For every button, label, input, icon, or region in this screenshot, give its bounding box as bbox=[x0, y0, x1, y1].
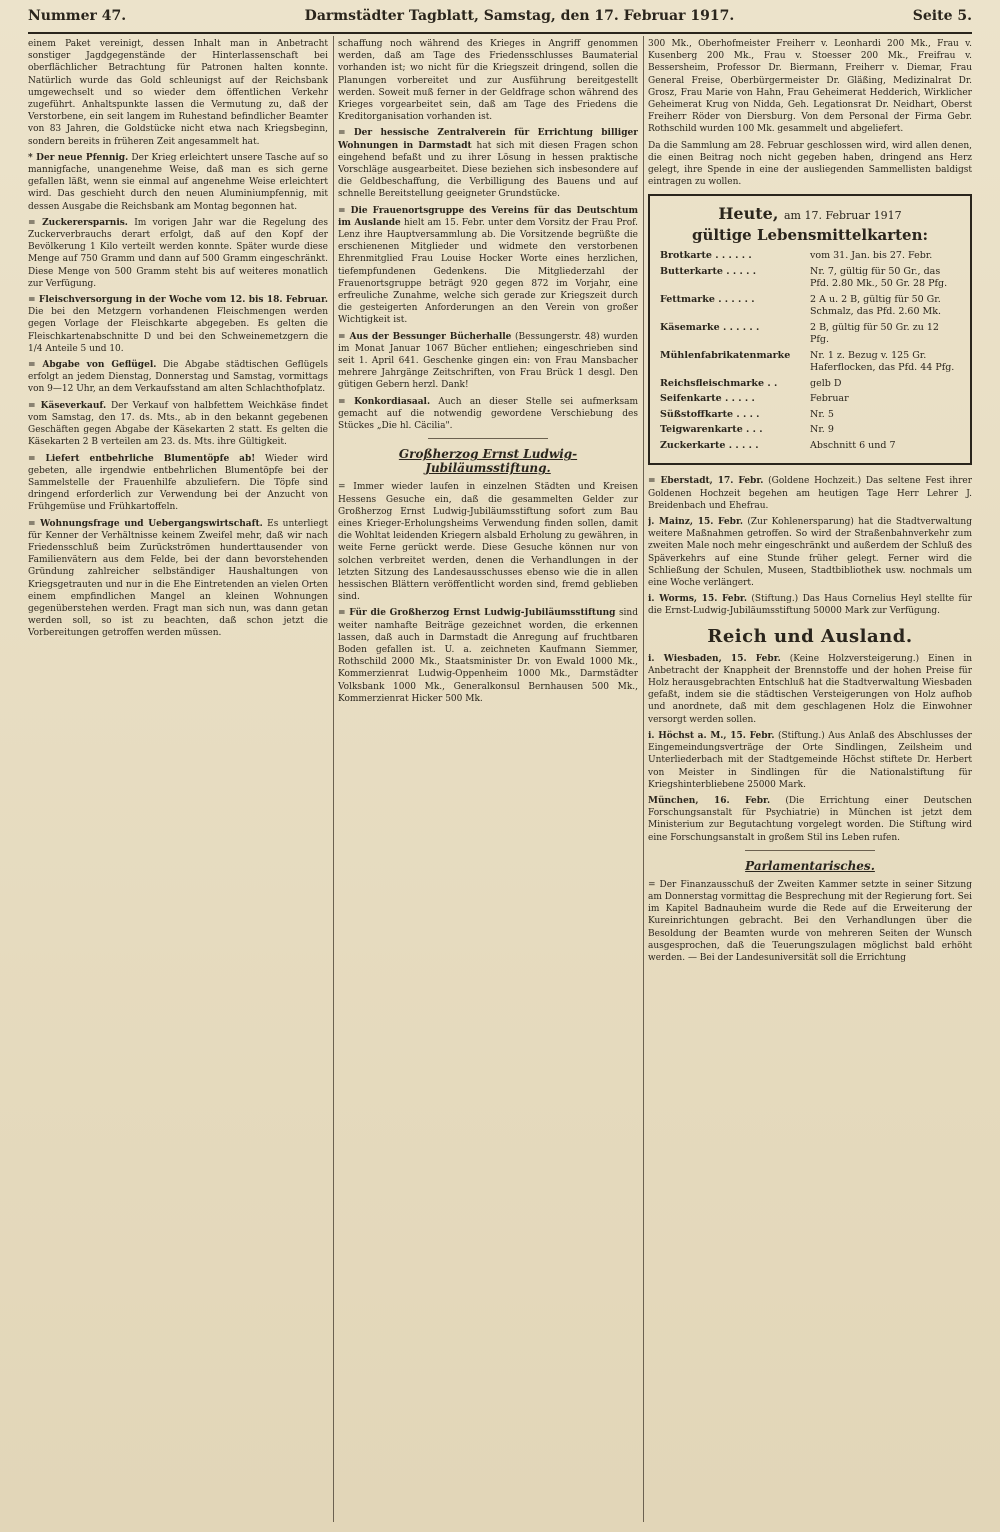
article-body: Im vorigen Jahr war die Regelung des Zuckerverbrauchs derart erfolgt, daß auf den Kopf der Bevölkerung 1 Kilo verteilt werden konnte. Später wurde diese Menge auf 750 Gramm und dann auf 500 Gramm eingeschränkt. Diese Menge von 500 Gramm steht bis auf weiteres monatlich zur Verfügung. bbox=[28, 217, 328, 289]
col1-articles bbox=[28, 38, 328, 640]
article-paragraph bbox=[648, 140, 972, 189]
ration-card-value: Nr. 5 bbox=[810, 408, 834, 420]
ration-box-date: am 17. Februar 1917 bbox=[783, 209, 902, 223]
article-body: Die Abgabe städtischen Geflügels erfolgt an jedem Dienstag, Donnerstag und Samstag, vormittags von 9—12 Uhr, an dem Verkaufsstand am alten Schlachthofplatz. bbox=[28, 360, 328, 395]
ration-card-name: Fettmarke . . . . . . bbox=[660, 293, 755, 305]
ration-card-value: Februar bbox=[810, 393, 849, 405]
ration-card-row bbox=[660, 393, 960, 406]
article-headline: = Eberstadt, 17. Febr. bbox=[648, 476, 764, 487]
section-title-parlamentarisches: Parlamentarisches. bbox=[745, 858, 875, 873]
article-body: = Immer wieder laufen in einzelnen Städten und Kreisen Hessens Gesuche ein, daß die gesammelten Gelder zur Großherzog Ernst Ludwig-Jubiläumsstiftung sofort zum Bau eines Krieger-Erholungsheims Verwendung finden sollen, damit die Wohltat leidenden Kriegern alsbald Erholung zu gewähren, in weite Ferne gerückt werde. Diese Gesuche können nur von solchen verbreitet werden, denen die Verhandlungen in der letzten Sitzung des Landesausschusses ebenso wie die in allen hessischen Blättern veröffentlicht worden sind, fremd geblieben sind. bbox=[338, 482, 638, 603]
article-paragraph bbox=[28, 152, 328, 213]
article-headline: * Der neue Pfennig. bbox=[28, 152, 129, 163]
section-title-reich-und-ausland: Reich und Ausland. bbox=[707, 625, 913, 647]
article-body: Die bei den Metzgern vorhandenen Fleischmengen werden gegen Vorlage der Fleischkarte abgegeben. Es gelten die Fleischkartenabschnitte D und bei den Schweinemetzgern die 1/4 Anteile 5 und 10. bbox=[28, 307, 328, 354]
article-body: (Stiftung.) Aus Anlaß des Abschlusses der Eingemeindungsverträge der Orte Sindlingen, Zeilsheim und Unterliederbach mit der Stadtgemeinde Höchst stiftete Dr. Herbert von Meister in Sindlingen für die Nationalstiftung für Kriegshinterbliebene 25000 Mark. bbox=[648, 730, 972, 790]
article-paragraph bbox=[338, 607, 638, 705]
ration-card-value: gelb D bbox=[810, 377, 842, 389]
article-body: = Der Finanzausschuß der Zweiten Kammer setzte in seiner Sitzung am Donnerstag vormittag die Besprechung mit der Regierung fort. Sei im Kapitel Badnauheim wurde die Rede auf die Erweiterung der Kureinrichtungen gebracht. Bei den Verhandlungen über die Besoldung der Beamten wurde von mehreren Seiten der Wunsch ausgesprochen, daß die Teuerungszulagen möglichst bald erhöht werden. — Bei der Landesuniversität soll die Errichtung bbox=[648, 879, 972, 963]
article-headline: i. Höchst a. M., 15. Febr. bbox=[648, 730, 775, 741]
ration-card-row bbox=[660, 294, 960, 319]
ration-card-name: Mühlenfabrikatenmarke bbox=[660, 349, 791, 361]
ration-card-value: 2 A u. 2 B, gültig für 50 Gr. Schmalz, das Pfd. 2.60 Mk. bbox=[810, 293, 942, 318]
article-body: Es unterliegt für Kenner der Verhältnisse keinem Zweifel mehr, daß wir nach Friedensschluß beim Zurückströmen hunderttausender von Familienvätern aus dem Felde, bei der dann bevorstehenden Gründung zahlreicher selbständiger Haushaltungen von Kriegsgetrauten und nur in die Ehe Eintretenden an vielen Orten einem empfindlichen Mangel an kleinen Wohnungen gegenüberstehen werden. Fragt man sich nun, was dann getan werden soll, so ist zu beachten, daß schon jetzt die Vorbereitungen getroffen werden müssen. bbox=[28, 518, 328, 639]
article-headline: = Die Frauenortsgruppe des Vereins für das Deutschtum im Auslande bbox=[338, 205, 638, 228]
ration-card-row bbox=[660, 409, 960, 422]
ration-card-name: Käsemarke . . . . . . bbox=[660, 321, 760, 333]
ration-card-value: Nr. 1 z. Bezug v. 125 Gr. Haferflocken, das Pfd. 44 Pfg. bbox=[810, 349, 955, 374]
article-paragraph bbox=[648, 795, 972, 844]
ration-card-value: vom 31. Jan. bis 27. Febr. bbox=[810, 250, 933, 262]
article-headline: = Für die Großherzog Ernst Ludwig-Jubiläumsstiftung bbox=[338, 608, 616, 619]
col2-articles-bottom bbox=[338, 481, 638, 705]
article-body: schaffung noch während des Krieges in Angriff genommen werden, daß am Tage des Friedensschlusses Baumaterial vorhanden ist; wo nicht für die Kriegszeit dringend, sollen die Planungen vorbereitet und zur Ausführung bereitgestellt werden. Soweit muß ferner in der Geldfrage schon während des Krieges vorgearbeitet sein, daß am Tage des Friedens die Kreditorganisation vorhanden ist. bbox=[338, 39, 638, 123]
ration-card-row bbox=[660, 378, 960, 391]
article-body: Da die Sammlung am 28. Februar geschlossen wird, wird allen denen, die einen Beitrag noch nicht gegeben haben, dringend ans Herz gelegt, ihre Spende in eine der ausliegenden Sammellisten baldigst eintragen zu wollen. bbox=[648, 140, 972, 188]
ration-card-row bbox=[660, 266, 960, 291]
article-paragraph bbox=[648, 516, 972, 589]
article-body: sind weiter namhafte Beiträge gezeichnet worden, die erkennen lassen, daß auch in Darmstadt die Anregung auf fruchtbaren Boden gefallen ist. U. a. zeichneten Kaufmann Siemmer, Rothschild 2000 Mk., Staatsminister Dr. von Ewald 1000 Mk., Kommerzienrat Ludwig-Oppenheim 1000 Mk., Darmstädter Volksbank 1000 Mk., Generalkonsul Bernhausen 500 Mk., Kommerzienrat Hicker 500 Mk. bbox=[338, 608, 638, 704]
article-body: einem Paket vereinigt, dessen Inhalt man in Anbetracht sonstiger Jagdgegenstände der Hinterlassenschaft bei oberflächlicher Betrachtung für Patronen halten konnte. Natürlich wurde das Gold schleunigst auf der Reichsbank umgewechselt und so wieder dem öffentlichen Verkehr zugeführt. Anhaltspunkte lassen die Vermutung zu, daß der Verstorbene, ein seit langem im Ruhestand befindlicher Beamter von 83 Jahren, die Goldstücke nicht etwa nach Kriegsbeginn, sondern bereits in früheren Zeit angesammelt hat. bbox=[28, 39, 328, 147]
column-3 bbox=[648, 38, 972, 1524]
article-headline: = Liefert entbehrliche Blumentöpfe ab! bbox=[28, 453, 256, 464]
col3-articles-mid bbox=[648, 475, 972, 617]
article-paragraph bbox=[28, 294, 328, 355]
ration-card-name: Brotkarte . . . . . . bbox=[660, 250, 752, 262]
article-headline: = Der hessische Zentralverein für Errichtung billiger Wohnungen in Darmstadt bbox=[338, 128, 638, 151]
ration-card-row bbox=[660, 322, 960, 347]
ration-card-row bbox=[660, 350, 960, 375]
col3-articles-end bbox=[648, 879, 972, 964]
article-body: Auch an dieser Stelle sei aufmerksam gemacht auf die notwendig gewordene Verschiebung des Stückes „Die hl. Cäcilia". bbox=[338, 396, 638, 432]
issue-number: Nummer 47. bbox=[28, 8, 127, 24]
article-paragraph bbox=[28, 453, 328, 514]
article-paragraph bbox=[28, 359, 328, 396]
article-body: 300 Mk., Oberhofmeister Freiherr v. Leonhardi 200 Mk., Frau v. Kusenberg 200 Mk., Frau v. Stoesser 200 Mk., Freifrau v. Bessersheim, Professor Dr. Biermann, Freiherr v. Diemar, Frau General Freise, Oberbürgermeister Dr. Gläßing, Medizinalrat Dr. Grosz, Frau Marie von Hahn, Frau Geheimerat Hedderich, Wirklicher Geheimerat Krug von Nidda, Geh. Legationsrat Dr. Neidhart, Oberst Freiherr Röder von Diersburg. Von dem Personal der Firma Gebr. Rothschild wurden 100 Mk. gesammelt und abgeliefert. bbox=[648, 39, 972, 135]
article-body: (Die Errichtung einer Deutschen Forschungsanstalt für Psychiatrie) in München ist jetzt dem Ministerium zur Begutachtung vorgelegt worden. Die Stiftung wird eine Forschungsanstalt in großem Stil ins Leben rufen. bbox=[648, 795, 972, 843]
ration-box-heading bbox=[660, 204, 960, 226]
ration-card-value: Nr. 7, gültig für 50 Gr., das Pfd. 2.80 Mk., 50 Gr. 28 Pfg. bbox=[810, 265, 948, 290]
article-headline: = Konkordiasaal. bbox=[338, 396, 431, 407]
article-paragraph bbox=[648, 475, 972, 512]
newspaper-title: Darmstädter Tagblatt, Samstag, den 17. Februar 1917. bbox=[304, 8, 735, 24]
section-divider bbox=[428, 438, 548, 439]
section-divider bbox=[745, 850, 875, 851]
article-paragraph bbox=[28, 400, 328, 449]
ration-card-name: Zuckerkarte . . . . . bbox=[660, 439, 759, 451]
ration-card-name: Butterkarte . . . . . bbox=[660, 265, 757, 277]
article-body: (Keine Holzversteigerung.) Einen in Anbetracht der Knappheit der Brennstoffe und der hohen Preise für Holz herausgebrachten Entschluß hat die Stadtverwaltung Wiesbaden gefaßt, indem sie die städtischen Versteigerungen von Holz aufhob und anordnete, daß mit dem geschlagenen Holz die Einwohner versorgt werden sollen. bbox=[648, 653, 972, 725]
col3-articles-top bbox=[648, 38, 972, 188]
article-body: (Stiftung.) Das Haus Cornelius Heyl stellte für die Ernst-Ludwig-Jubiläumsstiftung 50000 Mark zur Verfügung. bbox=[648, 594, 972, 617]
ration-card-name: Teigwarenkarte . . . bbox=[660, 424, 763, 436]
article-paragraph bbox=[28, 217, 328, 290]
ration-card-row bbox=[660, 424, 960, 437]
section-title-jubilaeumsstiftung: Großherzog Ernst Ludwig-Jubiläumsstiftung. bbox=[398, 447, 578, 476]
column-divider bbox=[333, 36, 334, 1522]
article-headline: = Fleischversorgung in der Woche vom 12. bis 18. Februar. bbox=[28, 295, 328, 306]
article-paragraph bbox=[648, 730, 972, 791]
article-paragraph bbox=[648, 653, 972, 726]
ration-box-today: Heute, bbox=[718, 204, 779, 224]
article-body: hat sich mit diesen Fragen schon eingehend befaßt und zu ihrer Lösung in hessen praktische Vorschläge ausgearbeitet. Diese beziehen sich insbesondere auf die Geldbeschaffung, die Verbilligung des Bauens und auf schnelle Bereitstellung geeigneter Grundstücke. bbox=[338, 140, 638, 200]
ration-card-name: Reichsfleischmarke . . bbox=[660, 377, 778, 389]
article-headline: j. Mainz, 15. Febr. bbox=[648, 517, 744, 528]
column-2 bbox=[338, 38, 638, 1524]
article-paragraph bbox=[338, 127, 638, 200]
ration-card-value: 2 B, gültig für 50 Gr. zu 12 Pfg. bbox=[810, 321, 939, 346]
article-paragraph bbox=[338, 331, 638, 392]
col2-articles-top bbox=[338, 38, 638, 432]
ration-card-row bbox=[660, 440, 960, 453]
ration-card-box bbox=[648, 194, 972, 465]
article-headline: i. Wiesbaden, 15. Febr. bbox=[648, 653, 781, 664]
ration-card-row bbox=[660, 250, 960, 263]
ration-card-name: Süßstoffkarte . . . . bbox=[660, 408, 760, 420]
article-headline: = Abgabe von Geflügel. bbox=[28, 360, 157, 371]
column-1 bbox=[28, 38, 328, 1524]
article-paragraph bbox=[28, 38, 328, 148]
ration-box-subheading: gültige Lebensmittelkarten: bbox=[691, 226, 929, 245]
article-body: hielt am 15. Febr. unter dem Vorsitz der Frau Prof. Lenz ihre Hauptversammlung ab. Die Vorsitzende begrüßte die erschienenen Mitglieder und widmete den verstorbenen Ehrenmitglied Frau Louise Hocker Worte eines herzlichen, tiefempfundenen Gedenkens. Die Mitgliederzahl der Frauenortsgruppe beträgt 920 gegen 872 im Vorjahr, eine erfreuliche Zunahme, welche sich gerade zur Kriegszeit durch die gesteigerten Anforderungen an den Verein von großer Wichtigkeit ist. bbox=[338, 217, 638, 326]
article-body: (Goldene Hochzeit.) Das seltene Fest ihrer Goldenen Hochzeit begehen am heutigen Tage Herr Lehrer J. Breidenbach und Ehefrau. bbox=[648, 476, 972, 511]
article-paragraph bbox=[338, 205, 638, 327]
col3-articles-bottom bbox=[648, 653, 972, 844]
article-paragraph bbox=[338, 396, 638, 433]
article-body: (Bessungerstr. 48) wurden im Monat Januar 1067 Bücher entliehen; eingeschrieben sind seit 1. April 641. Geschenke gingen ein: von Frau Mansbacher mehrere Jahrgänge Zeitschriften, von Frau Brück 1 desgl. Den gütigen Gebern herzl. Dank! bbox=[338, 331, 638, 391]
article-paragraph bbox=[648, 38, 972, 136]
masthead bbox=[28, 8, 972, 28]
header-rule bbox=[28, 32, 972, 34]
article-headline: München, 16. Febr. bbox=[648, 795, 771, 806]
article-body: (Zur Kohlenersparung) hat die Stadtverwaltung weitere Maßnahmen getroffen. So wird der Straßenbahnverkehr zum zweiten Male noch mehr eingeschränkt und außerdem der Schluß des Späverkehrs auf eine Stunde früher gelegt. Ferner wird die Schließung der Schulen, Museen, Stadtbibliothek usw. nochmals um eine Woche verlängert. bbox=[648, 517, 972, 589]
article-paragraph bbox=[338, 481, 638, 603]
ration-card-name: Seifenkarte . . . . . bbox=[660, 393, 755, 405]
article-paragraph bbox=[648, 879, 972, 964]
article-body: Der Verkauf von halbfettem Weichkäse findet vom Samstag, den 17. ds. Mts., ab in den bekannt gegebenen Geschäften gegen Abgabe der Käsekarten 2 statt. Es gelten die Käsekarten 2 B verteilen am 23. ds. Mts. ihre Gültigkeit. bbox=[28, 400, 328, 448]
article-headline: = Zuckerersparnis. bbox=[28, 217, 128, 228]
page-number: Seite 5. bbox=[912, 8, 972, 24]
ration-card-value: Abschnitt 6 und 7 bbox=[810, 439, 896, 451]
article-headline: = Aus der Bessunger Bücherhalle bbox=[338, 331, 512, 342]
column-divider bbox=[643, 36, 644, 1522]
article-paragraph bbox=[648, 593, 972, 617]
ration-card-list bbox=[660, 250, 960, 452]
article-body: Der Krieg erleichtert unsere Tasche auf so mannigfache, unangenehme Weise, daß man es sich gerne gefallen läßt, wenn sie einmal auf angenehme Weise erleichtert wird. Das geschieht durch den neuen Aluminiumpfennig, mit dessen Ausgabe die Reichsbank am Montag begonnen hat. bbox=[28, 152, 328, 212]
article-headline: = Wohnungsfrage und Uebergangswirtschaft. bbox=[28, 518, 263, 529]
article-paragraph bbox=[338, 38, 638, 123]
ration-card-value: Nr. 9 bbox=[810, 424, 834, 436]
article-body: Wieder wird gebeten, alle irgendwie entbehrlichen Blumentöpfe bei der Sammelstelle der Frauenhilfe abzuliefern. Die Töpfe sind dringend erforderlich zur Verwendung bei der Anzucht von Frühgemüse und Frühkartoffeln. bbox=[28, 453, 328, 513]
article-headline: i. Worms, 15. Febr. bbox=[648, 594, 747, 605]
article-headline: = Käseverkauf. bbox=[28, 400, 107, 411]
article-paragraph bbox=[28, 518, 328, 640]
